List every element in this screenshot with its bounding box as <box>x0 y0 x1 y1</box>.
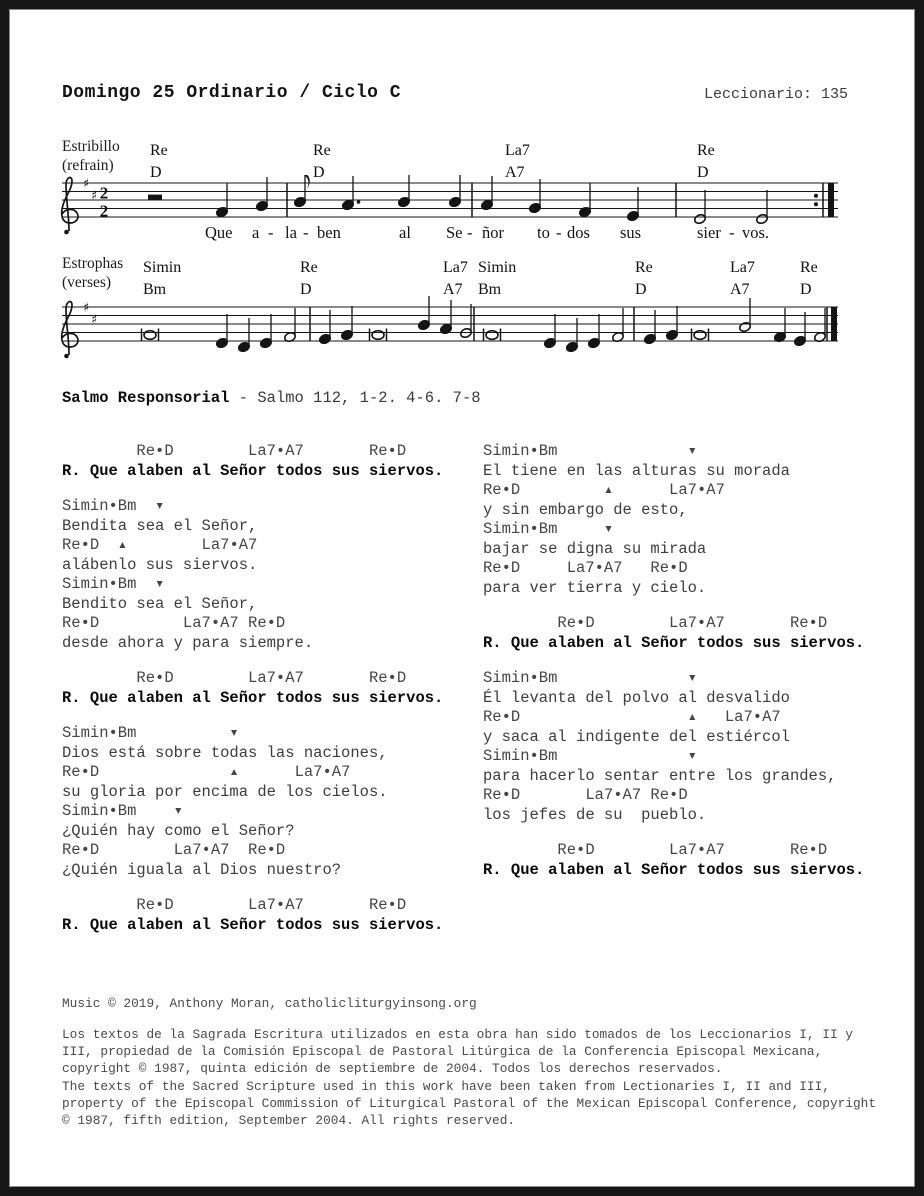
chord-label: Simin Bm <box>143 259 182 298</box>
verses-staff-notation <box>0 295 924 369</box>
refrain-lyrics <box>0 223 924 245</box>
svg-text:2: 2 <box>99 201 109 221</box>
svg-text:♯: ♯ <box>91 187 98 203</box>
lyric-syllable: dos <box>567 223 590 242</box>
verse-line: y sin embargo de esto, <box>483 500 688 519</box>
verses-label: Estrophas (verses) <box>62 255 124 291</box>
chord-label: Re D <box>313 142 331 181</box>
chord-line: Re•D ▴ La7•A7 <box>483 481 725 499</box>
verse-line: bajar se digna su mirada <box>483 539 707 558</box>
treble-clef-icon <box>62 302 78 359</box>
lyric-syllable: vos. <box>742 223 770 242</box>
verse-line: Dios está sobre todas las naciones, <box>62 743 388 762</box>
music-credit: Music © 2019, Anthony Moran, catholicliturgyinsong.org <box>62 996 477 1011</box>
lyric-syllable: a <box>252 223 260 242</box>
chord-line: Re•D La7•A7 Re•D <box>483 841 828 859</box>
verse-line: alábenlo sus siervos. <box>62 555 258 574</box>
lyric-syllable: la <box>285 223 297 242</box>
chord-line: Re•D ▴ La7•A7 <box>62 536 258 554</box>
psalm-heading-title: Salmo Responsorial <box>62 389 230 407</box>
svg-text:♯: ♯ <box>83 175 90 191</box>
spacer <box>62 708 472 724</box>
chord-line: Re•D La7•A7 Re•D <box>62 669 407 687</box>
response-line: R. Que alaben al Señor todos sus siervos. <box>62 915 444 934</box>
copyright-notice-spanish: Los textos de la Sagrada Escritura utilizados en esta obra han sido tomados de los Leccionarios I, II y III, propiedad de la Comisión Episcopal de Pastoral Litúrgica de la Conferencia Episcopal Mexicana, copyright © 1987, quinta edición de septiembre de 2004. Todos los derechos reservados. <box>62 1027 853 1076</box>
verse-line: para ver tierra y cielo. <box>483 578 707 597</box>
chord-line: Simin•Bm ▾ <box>483 520 614 538</box>
chord-line: Re•D La7•A7 Re•D <box>483 786 688 804</box>
verse-line: ¿Quién hay como el Señor? <box>62 821 295 840</box>
verse-line: desde ahora y para siempre. <box>62 633 314 652</box>
response-line: R. Que alaben al Señor todos sus siervos. <box>483 633 865 652</box>
lyric-syllable: ben <box>317 223 341 242</box>
chord-line: Re•D La7•A7 Re•D <box>483 614 828 632</box>
spacer <box>62 653 472 669</box>
chord-label: Re D <box>800 259 818 298</box>
chord-label: Simin Bm <box>478 259 517 298</box>
psalm-heading <box>62 389 481 407</box>
chord-line: Re•D La7•A7 Re•D <box>62 442 407 460</box>
chord-label: Re D <box>635 259 653 298</box>
spacer <box>62 481 472 497</box>
chord-line: Re•D La7•A7 Re•D <box>483 559 688 577</box>
psalm-column-left <box>62 442 472 935</box>
chord-line: Simin•Bm ▾ <box>483 747 697 765</box>
verse-line: Bendito sea el Señor, <box>62 594 258 613</box>
svg-text:♯: ♯ <box>91 311 98 327</box>
lyric-syllable: sus <box>620 223 642 242</box>
chord-line: Simin•Bm ▾ <box>483 669 697 687</box>
lyric-syllable: sier <box>697 223 721 242</box>
chord-line: Re•D La7•A7 Re•D <box>62 896 407 914</box>
chord-label: La7 A7 <box>505 142 530 181</box>
chord-line: Simin•Bm ▾ <box>483 442 697 460</box>
refrain-label: Estribillo (refrain) <box>62 138 120 174</box>
spacer <box>483 653 893 669</box>
page-title: Domingo 25 Ordinario / Ciclo C <box>62 83 402 103</box>
verse-line: y saca al indigente del estiércol <box>483 727 790 746</box>
lyric-syllable: - <box>303 223 309 242</box>
verse-line: los jefes de su pueblo. <box>483 805 707 824</box>
lyric-syllable: - <box>556 223 562 242</box>
chord-label: Re D <box>150 142 168 181</box>
verse-line: su gloria por encima de los cielos. <box>62 782 388 801</box>
chord-line: Re•D La7•A7 Re•D <box>62 841 286 859</box>
svg-text:2: 2 <box>99 183 109 203</box>
lyric-syllable: - <box>729 223 735 242</box>
chord-line: Re•D ▴ La7•A7 <box>483 708 781 726</box>
response-line: R. Que alaben al Señor todos sus siervos. <box>483 860 865 879</box>
chord-label: La7 A7 <box>730 259 755 298</box>
lectionary-reference: Leccionario: 135 <box>704 86 849 103</box>
verse-line: El tiene en las alturas su morada <box>483 461 790 480</box>
copyright-notice-english: The texts of the Sacred Scripture used in this work have been taken from Lectionaries I, II and III, property of the Episcopal Commission of Liturgical Pastoral of the Mexican Episcopal Conference, copyright © 1987, fifth edition, September 2004. All rights reserved. <box>62 1079 877 1128</box>
lyric-syllable: - <box>268 223 274 242</box>
chord-label: Re D <box>697 142 715 181</box>
chord-label: La7 A7 <box>443 259 468 298</box>
lyric-syllable: al <box>399 223 411 242</box>
response-line: R. Que alaben al Señor todos sus siervos. <box>62 688 444 707</box>
lyric-syllable: to <box>537 223 550 242</box>
chord-line: Simin•Bm ▾ <box>62 497 165 515</box>
lyric-syllable: - <box>467 223 473 242</box>
psalm-column-right <box>483 442 893 880</box>
chord-line: Re•D ▴ La7•A7 <box>62 763 351 781</box>
response-line: R. Que alaben al Señor todos sus siervos. <box>62 461 444 480</box>
psalm-heading-ref: - Salmo 112, 1-2. 4-6. 7-8 <box>229 389 481 407</box>
lyric-syllable: ñor <box>482 223 504 242</box>
lyric-syllable: Que <box>205 223 233 242</box>
chord-line: Simin•Bm ▾ <box>62 802 183 820</box>
verse-line: ¿Quién iguala al Dios nuestro? <box>62 860 342 879</box>
verse-line: Bendita sea el Señor, <box>62 516 258 535</box>
lyric-syllable: Se <box>446 223 463 242</box>
verse-line: para hacerlo sentar entre los grandes, <box>483 766 837 785</box>
chord-line: Simin•Bm ▾ <box>62 724 239 742</box>
svg-text:♯: ♯ <box>83 299 90 315</box>
chord-label: Re D <box>300 259 318 298</box>
verse-line: Él levanta del polvo al desvalido <box>483 688 790 707</box>
chord-line: Re•D La7•A7 Re•D <box>62 614 286 632</box>
spacer <box>62 880 472 896</box>
spacer <box>483 825 893 841</box>
spacer <box>483 598 893 614</box>
chord-line: Simin•Bm ▾ <box>62 575 165 593</box>
